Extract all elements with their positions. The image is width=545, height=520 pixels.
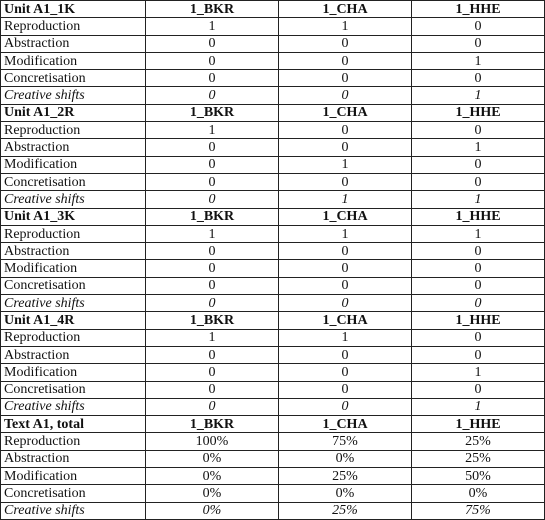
table-row xyxy=(1,295,545,312)
section-header-row xyxy=(1,416,545,433)
cell-value: 1 xyxy=(412,398,545,415)
table-row xyxy=(1,225,545,242)
row-label: Abstraction xyxy=(1,450,146,467)
cell-value: 1 xyxy=(146,122,279,139)
cell-value: 0 xyxy=(146,52,279,69)
column-header: 1_HHE xyxy=(412,208,545,225)
table-row xyxy=(1,139,545,156)
cell-value: 0 xyxy=(146,295,279,312)
section-title: Unit A1_4R xyxy=(1,312,146,329)
cell-value: 0 xyxy=(146,173,279,190)
cell-value: 1 xyxy=(279,191,412,208)
section-header-row xyxy=(1,104,545,121)
cell-value: 0 xyxy=(279,52,412,69)
row-label: Reproduction xyxy=(1,18,146,35)
cell-value: 0 xyxy=(146,381,279,398)
section-title: Unit A1_3K xyxy=(1,208,146,225)
table-row xyxy=(1,260,545,277)
table-row xyxy=(1,122,545,139)
cell-value: 0 xyxy=(279,139,412,156)
cell-value: 0 xyxy=(412,18,545,35)
cell-value: 0% xyxy=(146,450,279,467)
table-row xyxy=(1,70,545,87)
cell-value: 1 xyxy=(279,156,412,173)
table-row xyxy=(1,52,545,69)
cell-value: 0 xyxy=(279,260,412,277)
column-header: 1_HHE xyxy=(412,104,545,121)
cell-value: 0% xyxy=(146,468,279,485)
row-label: Concretisation xyxy=(1,173,146,190)
row-label: Creative shifts xyxy=(1,87,146,104)
cell-value: 0 xyxy=(279,70,412,87)
cell-value: 25% xyxy=(279,468,412,485)
cell-value: 0 xyxy=(412,35,545,52)
column-header: 1_BKR xyxy=(146,1,279,18)
column-header: 1_HHE xyxy=(412,312,545,329)
cell-value: 100% xyxy=(146,433,279,450)
table-row xyxy=(1,243,545,260)
cell-value: 0 xyxy=(279,87,412,104)
row-label: Modification xyxy=(1,364,146,381)
row-label: Abstraction xyxy=(1,346,146,363)
table-row xyxy=(1,173,545,190)
table-row xyxy=(1,329,545,346)
cell-value: 0 xyxy=(412,122,545,139)
row-label: Creative shifts xyxy=(1,191,146,208)
row-label: Reproduction xyxy=(1,433,146,450)
cell-value: 0 xyxy=(412,381,545,398)
cell-value: 0 xyxy=(146,243,279,260)
table-row xyxy=(1,156,545,173)
cell-value: 0% xyxy=(412,485,545,502)
section-title: Unit A1_2R xyxy=(1,104,146,121)
cell-value: 0% xyxy=(279,450,412,467)
column-header: 1_HHE xyxy=(412,1,545,18)
cell-value: 0 xyxy=(146,346,279,363)
cell-value: 1 xyxy=(412,52,545,69)
row-label: Reproduction xyxy=(1,225,146,242)
cell-value: 1 xyxy=(279,225,412,242)
row-label: Modification xyxy=(1,156,146,173)
column-header: 1_CHA xyxy=(279,208,412,225)
cell-value: 1 xyxy=(412,225,545,242)
cell-value: 0 xyxy=(412,156,545,173)
cell-value: 0 xyxy=(279,295,412,312)
row-label: Creative shifts xyxy=(1,502,146,519)
cell-value: 0 xyxy=(279,346,412,363)
cell-value: 0 xyxy=(279,122,412,139)
table-row xyxy=(1,277,545,294)
cell-value: 0 xyxy=(412,329,545,346)
cell-value: 0 xyxy=(146,139,279,156)
cell-value: 25% xyxy=(279,502,412,519)
row-label: Concretisation xyxy=(1,70,146,87)
row-label: Abstraction xyxy=(1,243,146,260)
cell-value: 1 xyxy=(146,329,279,346)
cell-value: 0 xyxy=(146,70,279,87)
cell-value: 0 xyxy=(412,243,545,260)
section-header-row xyxy=(1,312,545,329)
table-row xyxy=(1,346,545,363)
cell-value: 0 xyxy=(412,277,545,294)
cell-value: 0 xyxy=(146,191,279,208)
cell-value: 0 xyxy=(412,173,545,190)
table-body xyxy=(1,1,545,520)
cell-value: 1 xyxy=(412,364,545,381)
cell-value: 0 xyxy=(146,277,279,294)
table-row xyxy=(1,364,545,381)
table-row xyxy=(1,433,545,450)
cell-value: 1 xyxy=(146,225,279,242)
cell-value: 50% xyxy=(412,468,545,485)
column-header: 1_CHA xyxy=(279,416,412,433)
cell-value: 0% xyxy=(146,502,279,519)
cell-value: 75% xyxy=(279,433,412,450)
table-row xyxy=(1,191,545,208)
row-label: Reproduction xyxy=(1,329,146,346)
cell-value: 0 xyxy=(279,35,412,52)
row-label: Abstraction xyxy=(1,35,146,52)
cell-value: 0 xyxy=(279,243,412,260)
row-label: Creative shifts xyxy=(1,295,146,312)
cell-value: 0 xyxy=(146,87,279,104)
column-header: 1_CHA xyxy=(279,312,412,329)
column-header: 1_CHA xyxy=(279,1,412,18)
cell-value: 75% xyxy=(412,502,545,519)
column-header: 1_BKR xyxy=(146,312,279,329)
row-label: Abstraction xyxy=(1,139,146,156)
row-label: Reproduction xyxy=(1,122,146,139)
table-row xyxy=(1,502,545,519)
table-row xyxy=(1,398,545,415)
cell-value: 0 xyxy=(279,277,412,294)
cell-value: 0% xyxy=(146,485,279,502)
row-label: Modification xyxy=(1,260,146,277)
cell-value: 1 xyxy=(412,139,545,156)
cell-value: 25% xyxy=(412,433,545,450)
table-row xyxy=(1,18,545,35)
section-header-row xyxy=(1,1,545,18)
row-label: Concretisation xyxy=(1,381,146,398)
row-label: Concretisation xyxy=(1,485,146,502)
cell-value: 0 xyxy=(412,295,545,312)
section-title: Text A1, total xyxy=(1,416,146,433)
column-header: 1_BKR xyxy=(146,416,279,433)
cell-value: 0 xyxy=(279,364,412,381)
cell-value: 1 xyxy=(146,18,279,35)
cell-value: 1 xyxy=(279,18,412,35)
cell-value: 25% xyxy=(412,450,545,467)
section-header-row xyxy=(1,208,545,225)
cell-value: 1 xyxy=(412,191,545,208)
section-title: Unit A1_1K xyxy=(1,1,146,18)
row-label: Modification xyxy=(1,52,146,69)
cell-value: 1 xyxy=(279,329,412,346)
cell-value: 0 xyxy=(146,364,279,381)
cell-value: 0 xyxy=(412,70,545,87)
row-label: Concretisation xyxy=(1,277,146,294)
cell-value: 0 xyxy=(146,398,279,415)
cell-value: 0 xyxy=(279,398,412,415)
table-row xyxy=(1,468,545,485)
table-row xyxy=(1,450,545,467)
cell-value: 0 xyxy=(412,260,545,277)
column-header: 1_CHA xyxy=(279,104,412,121)
row-label: Creative shifts xyxy=(1,398,146,415)
cell-value: 0 xyxy=(279,173,412,190)
column-header: 1_BKR xyxy=(146,104,279,121)
table-row xyxy=(1,35,545,52)
column-header: 1_BKR xyxy=(146,208,279,225)
cell-value: 1 xyxy=(412,87,545,104)
table-row xyxy=(1,87,545,104)
column-header: 1_HHE xyxy=(412,416,545,433)
cell-value: 0 xyxy=(146,156,279,173)
cell-value: 0 xyxy=(146,35,279,52)
cell-value: 0 xyxy=(146,260,279,277)
table-row xyxy=(1,381,545,398)
cell-value: 0 xyxy=(412,346,545,363)
cell-value: 0 xyxy=(279,381,412,398)
table-row xyxy=(1,485,545,502)
row-label: Modification xyxy=(1,468,146,485)
cell-value: 0% xyxy=(279,485,412,502)
